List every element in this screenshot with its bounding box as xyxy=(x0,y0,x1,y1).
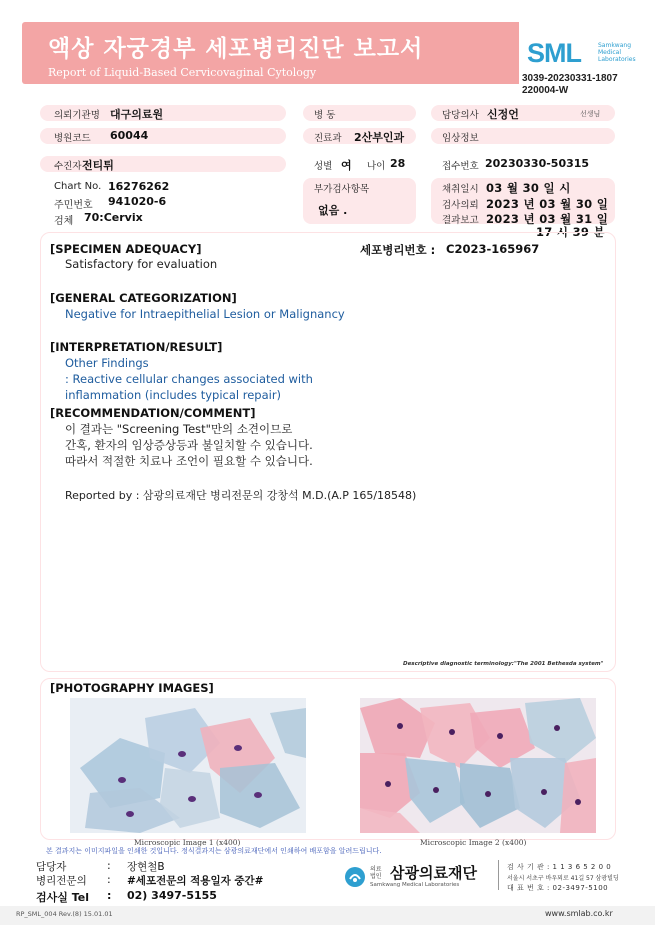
report-id xyxy=(522,73,618,97)
interp-heading: [INTERPRETATION/RESULT] xyxy=(50,340,223,354)
age-value: 28 xyxy=(390,157,406,170)
report-subtitle: Report of Liquid-Based Cervicovaginal Cytology xyxy=(48,66,317,79)
inst-line3: 대 표 번 호 : 02-3497-5100 xyxy=(507,884,609,892)
recommend-heading: [RECOMMENDATION/COMMENT] xyxy=(50,406,256,420)
cyto-no-value: C2023-165967 xyxy=(446,242,540,256)
cyto-no-label: 세포병리번호 : xyxy=(360,243,436,257)
institution-label: 의뢰기관명 xyxy=(54,110,100,121)
addon-label: 부가검사항목 xyxy=(314,184,370,195)
request-value: 2023 년 03 월 30 일 xyxy=(486,197,609,211)
hospital-code-value: 60044 xyxy=(110,129,149,142)
report-id-line1: 3039-20230331-1807 xyxy=(522,73,618,84)
image1-caption: Microscopic Image 1 (x400) xyxy=(134,838,241,847)
sml-logo: SML xyxy=(527,38,581,68)
pathologist-value: #세포전문의 적용일자 중간# xyxy=(127,875,264,887)
sex-label: 성별 xyxy=(314,161,333,172)
foundation-logo-icon xyxy=(344,866,366,888)
inst-line1: 검 사 기 관 : 1 1 3 6 5 2 0 0 xyxy=(507,863,612,871)
collect-value: 03 월 30 일 시 xyxy=(486,181,571,195)
doctor-label: 담당의사 xyxy=(442,110,479,121)
recommend-line1: 이 결과는 "Screening Test"만의 소견이므로 xyxy=(65,422,293,436)
result-time: 17 시 39 분 xyxy=(536,225,605,239)
age-label: 나이 xyxy=(367,161,386,172)
website-link[interactable]: www.smlab.co.kr xyxy=(545,909,613,918)
recommend-line2: 간혹, 환자의 임상증상등과 불일치할 수 있습니다. xyxy=(65,438,313,452)
recommend-line3: 따라서 적절한 치료나 조언이 필요할 수 있습니다. xyxy=(65,454,313,468)
microscopic-image-1 xyxy=(70,698,306,833)
doctor-value: 신정언 xyxy=(487,108,519,121)
ward-label: 병 동 xyxy=(314,110,336,121)
dept-label: 진료과 xyxy=(314,133,342,144)
receipt-label: 접수번호 xyxy=(442,161,479,172)
microscopic-image-2 xyxy=(360,698,596,833)
report-id-line2: 220004-W xyxy=(522,85,569,96)
test-label: 검체 xyxy=(54,216,74,227)
resident-value: 941020-6 xyxy=(108,195,167,208)
addon-value: 없음 . xyxy=(318,204,348,217)
form-code: RP_SML_004 Rev.(8) 15.01.01 xyxy=(16,910,113,918)
org-prefix: 의료법인 xyxy=(370,866,382,880)
manager-label: 담당자 xyxy=(36,861,67,873)
interp-line1: Other Findings xyxy=(65,356,149,370)
org-name-en: Samkwang Medical Laboratories xyxy=(370,882,460,888)
org-divider xyxy=(498,860,499,890)
bethesda-footnote: Descriptive diagnostic terminology:"The 2001 Bethesda system" xyxy=(403,661,604,667)
dept-value: 2산부인과 xyxy=(354,131,405,144)
tel-value: 02) 3497-5155 xyxy=(127,889,217,902)
category-heading: [GENERAL CATEGORIZATION] xyxy=(50,291,237,305)
print-warning: 본 결과지는 이미지파일을 인쇄한 것입니다. 정식결과지는 삼광의료재단에서 인쇄하여 배포함을 알려드립니다. xyxy=(46,847,382,855)
doctor-suffix: 선생님 xyxy=(580,110,601,118)
reported-by: Reported by : 삼광의료재단 병리전문의 강창석 M.D.(A.P 165/18548) xyxy=(65,489,417,502)
test-value: 70:Cervix xyxy=(84,211,143,224)
institution-value: 대구의료원 xyxy=(110,108,164,121)
interp-line3: inflammation (includes typical repair) xyxy=(65,388,282,402)
category-text: Negative for Intraepithelial Lesion or Malignancy xyxy=(65,307,345,321)
tel-colon: : xyxy=(107,889,112,902)
examinee-label: 수진자 xyxy=(54,161,82,172)
receipt-value: 20230330-50315 xyxy=(485,157,590,170)
hospital-code-label: 병원코드 xyxy=(54,133,91,144)
manager-colon: : xyxy=(107,859,111,872)
photos-heading: [PHOTOGRAPHY IMAGES] xyxy=(50,681,214,695)
resident-label: 주민번호 xyxy=(54,200,93,211)
adequacy-heading: [SPECIMEN ADEQUACY] xyxy=(50,242,202,256)
adequacy-text: Satisfactory for evaluation xyxy=(65,257,218,271)
chart-label: Chart No. xyxy=(54,181,102,192)
result-value: 2023 년 03 월 31 일 xyxy=(486,212,609,226)
inst-line2: 서울시 서초구 바우뫼로 41길 57 삼광빌딩 xyxy=(507,875,619,882)
examinee-value: 전티튀 xyxy=(82,159,114,172)
org-name: 삼광의료재단 xyxy=(390,864,477,882)
pathologist-label: 병리전문의 xyxy=(36,875,87,887)
sex-value: 여 xyxy=(341,159,352,172)
collect-label: 채취일시 xyxy=(442,184,479,195)
interp-line2: : Reactive cellular changes associated with xyxy=(65,372,313,386)
chart-value: 16276262 xyxy=(108,180,170,193)
report-title: 액상 자궁경부 세포병리진단 보고서 xyxy=(48,36,424,62)
image2-caption: Microscopic Image 2 (x400) xyxy=(420,838,527,847)
clinical-label: 임상정보 xyxy=(442,133,479,144)
manager-value: 장현철B xyxy=(127,861,165,873)
sml-logo-subtext: Samkwang Medical Laboratories xyxy=(598,42,636,63)
result-label: 결과보고 xyxy=(442,215,479,226)
pathologist-colon: : xyxy=(107,873,111,886)
request-label: 검사의뢰 xyxy=(442,200,479,211)
tel-label: 검사실 Tel xyxy=(36,891,89,904)
